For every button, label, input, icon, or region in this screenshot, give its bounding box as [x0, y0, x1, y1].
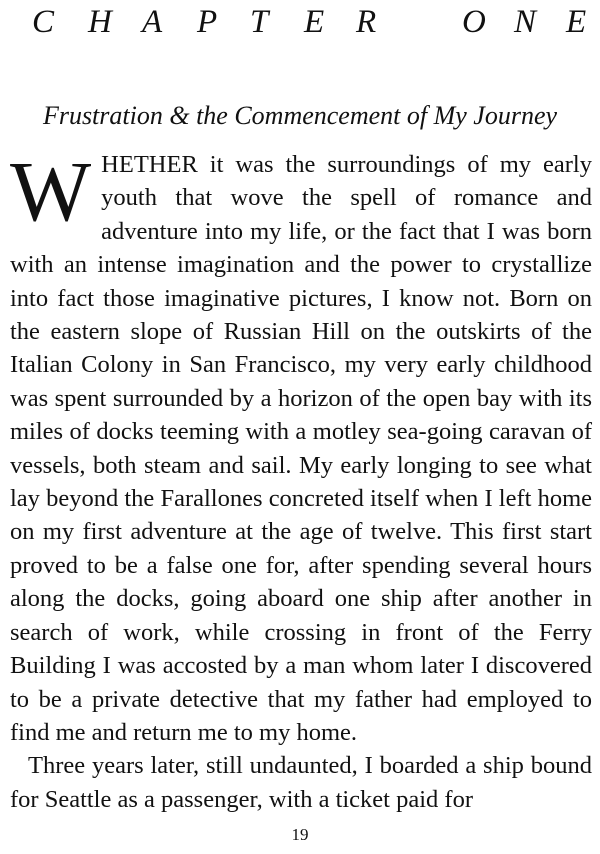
chapter-letter: N [514, 4, 538, 40]
chapter-letter: A [142, 4, 164, 40]
paragraph-1-text: HETHER it was the surroundings of my early youth that wove the spell of romance and adventure into my life, or the fact that I was born with an intense imagination and the power to crystallize into fact those imaginative pictures, I know not. Born on the eastern slope of Russian Hill on the outskirts of the Italian Colony in San Francisco, my very early childhood was spent surrounded by a horizon of the open bay with its miles of docks teeming with a motley sea-going caravan of vessels, both steam and sail. My early longing to see what lay beyond the Farallones concreted itself when I left home on my first adventure at the age of twelve. This first start proved to be a false one for, after spending several hours along the docks, going aboard one ship after another in search of work, while crossing in front of the Ferry Building I was accosted by a man whom later I discovered to be a private detective that my father had employed to find me and return me to my home. [10, 151, 592, 746]
page-number: 19 [291, 825, 309, 844]
chapter-letter: T [250, 4, 270, 40]
paragraph-2: Three years later, still undaunted, I boarded a ship bound for Seattle as a passenger, with a ticket paid for [10, 752, 592, 813]
chapter-letter: O [462, 4, 487, 40]
paragraph-1 [10, 143, 592, 749]
chapter-letter: E [304, 4, 326, 40]
drop-cap: W [10, 143, 92, 239]
chapter-letter: H [88, 4, 113, 40]
chapter-letter: P [197, 4, 219, 40]
chapter-letter: E [566, 4, 588, 40]
body-text [10, 143, 592, 816]
chapter-subtitle: Frustration & the Commencement of My Journey [42, 101, 558, 130]
chapter-letter: R [356, 4, 378, 40]
chapter-letter: C [32, 4, 56, 40]
